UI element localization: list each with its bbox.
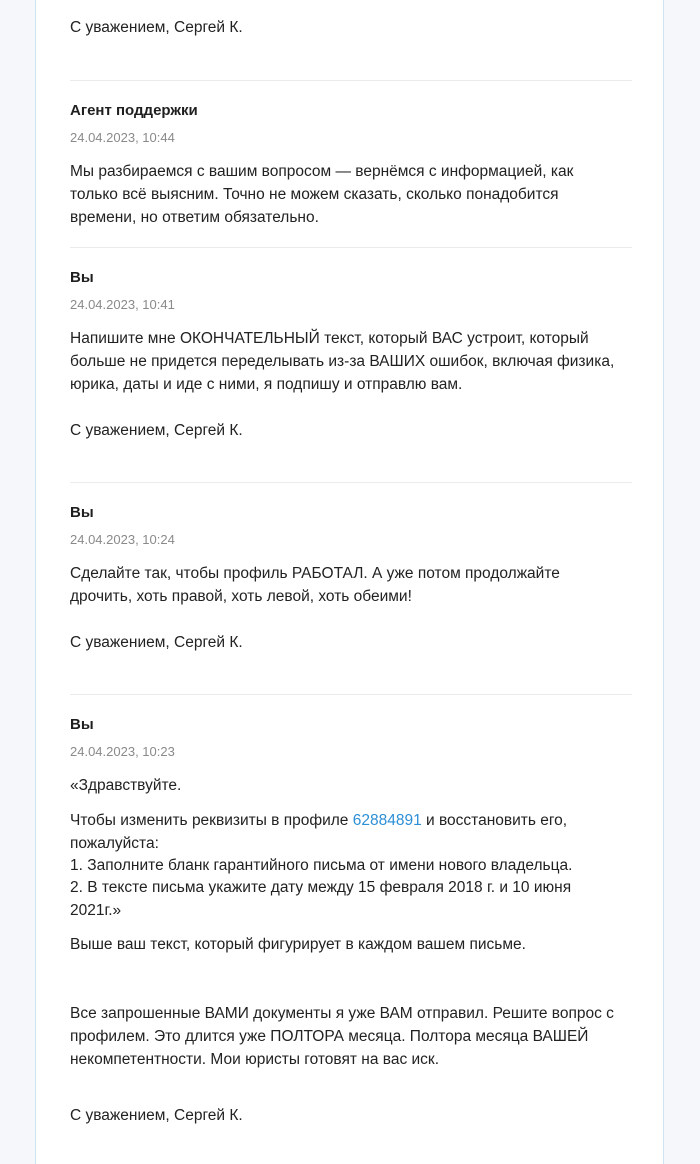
- message-text-line: Мы разбираемся с вашим вопросом — вернёмся с информацией, как: [70, 163, 574, 180]
- message-author: Агент поддержки: [70, 102, 198, 119]
- message-text-line: «Здравствуйте.: [70, 777, 182, 794]
- message-signature: С уважением, Сергей К.: [70, 634, 243, 651]
- message-timestamp: 24.04.2023, 10:24: [70, 532, 175, 547]
- message-text-line: 1. Заполните бланк гарантийного письма от имени нового владельца.: [70, 857, 573, 874]
- message-text-line: 2. В тексте письма укажите дату между 15 февраля 2018 г. и 10 июня: [70, 879, 572, 896]
- message-text: Чтобы изменить реквизиты в профиле: [70, 812, 353, 829]
- message-signature: С уважением, Сергей К.: [70, 422, 243, 439]
- message-text-line: профилем. Это длится уже ПОЛТОРА месяца. Полтора месяца ВАШЕЙ: [70, 1028, 589, 1045]
- message-text-line: Выше ваш текст, который фигурирует в каждом вашем письме.: [70, 936, 526, 953]
- message-timestamp: 24.04.2023, 10:23: [70, 744, 175, 759]
- message-thread-panel: [35, 0, 664, 1164]
- message-user: [70, 482, 632, 695]
- profile-id-link[interactable]: 62884891: [352, 812, 422, 829]
- message-text-line: только всё выясним. Точно не можем сказать, сколько понадобится: [70, 186, 559, 203]
- message-author: Вы: [70, 716, 94, 733]
- message-text-line: 2021г.»: [70, 902, 122, 919]
- message-text: и восстановить его,: [421, 812, 568, 829]
- message-text-line: времени, но ответим обязательно.: [70, 209, 319, 226]
- message-text-line: Сделайте так, чтобы профиль РАБОТАЛ. А уже потом продолжайте: [70, 565, 560, 582]
- message-support-agent: [70, 80, 632, 248]
- message-text-line: больше не придется переделывать из-за ВАШИХ ошибок, включая физика,: [70, 353, 615, 370]
- message-timestamp: 24.04.2023, 10:44: [70, 130, 175, 145]
- message-text-line: дрочить, хоть правой, хоть левой, хоть обеими!: [70, 588, 412, 605]
- message-text-line: юрика, даты и иде с ними, я подпишу и отправлю вам.: [70, 376, 463, 393]
- message-text-line: пожалуйста:: [70, 835, 159, 852]
- message-author: Вы: [70, 504, 94, 521]
- message-partial: [70, 0, 632, 80]
- message-signature: С уважением, Сергей К.: [70, 19, 243, 36]
- message-timestamp: 24.04.2023, 10:41: [70, 297, 175, 312]
- message-text-line: некомпетентности. Мои юристы готовят на вас иск.: [70, 1051, 440, 1068]
- message-user: [70, 694, 632, 1164]
- message-signature: С уважением, Сергей К.: [70, 1107, 243, 1124]
- message-text-line: Напишите мне ОКОНЧАТЕЛЬНЫЙ текст, который ВАС устроит, который: [70, 330, 589, 347]
- message-text-line: [70, 810, 632, 833]
- message-text-line: Все запрошенные ВАМИ документы я уже ВАМ отправил. Решите вопрос с: [70, 1005, 614, 1022]
- message-user: [70, 247, 632, 483]
- message-author: Вы: [70, 269, 94, 286]
